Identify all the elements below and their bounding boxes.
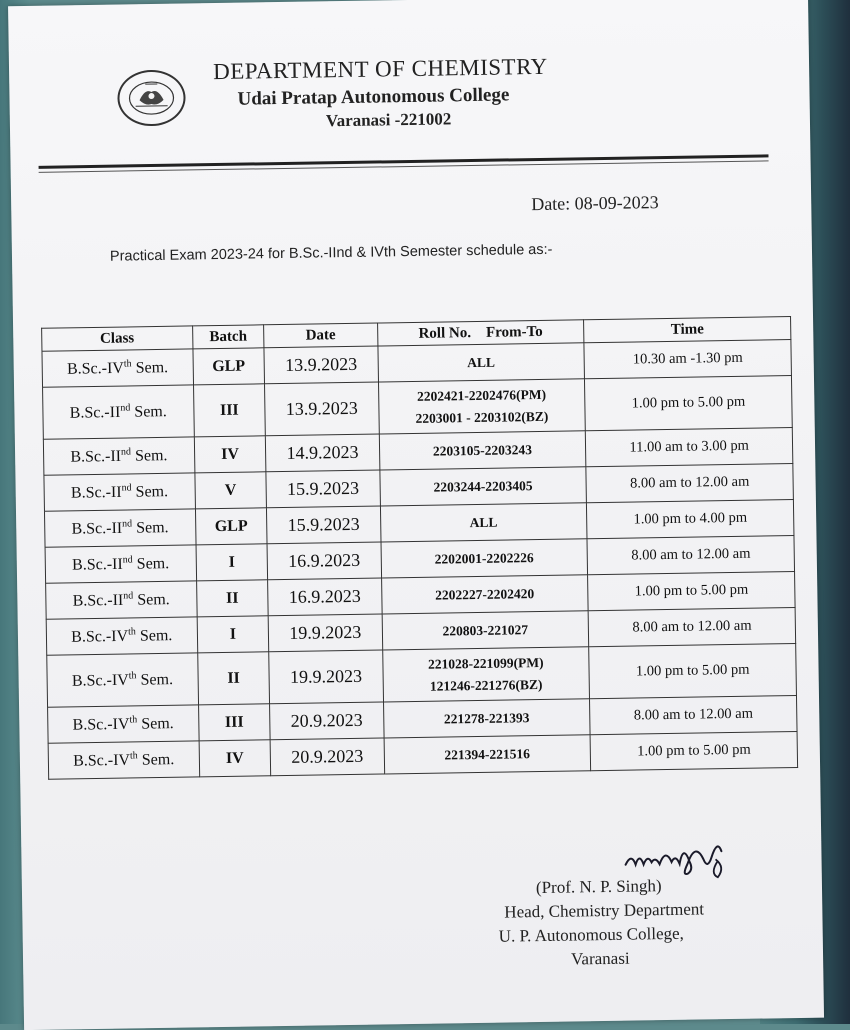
signatory-title: Head, Chemistry Department — [504, 899, 705, 922]
cell-date: 13.9.2023 — [265, 382, 379, 436]
cell-batch: GLP — [193, 348, 265, 385]
class-suffix: Sem. — [130, 402, 167, 421]
cell-date: 15.9.2023 — [267, 506, 381, 544]
roll-range: 221028-221099(PM) — [427, 654, 544, 672]
roll-range: 2202227-2202420 — [435, 585, 535, 603]
class-ordinal: th — [127, 626, 136, 638]
cell-roll — [384, 735, 591, 774]
cell-time: 1.00 pm to 5.00 pm — [590, 731, 797, 770]
roll-range: 2203244-2203405 — [433, 477, 533, 495]
cell-time: 8.00 am to 12.00 am — [587, 536, 794, 575]
cell-batch: GLP — [195, 508, 267, 545]
class-suffix: Sem. — [136, 670, 174, 689]
cell-time: 11.00 am to 3.00 pm — [586, 428, 793, 467]
cell-roll — [377, 343, 584, 382]
cell-time: 1.00 pm to 4.00 pm — [587, 500, 794, 539]
class-label: B.Sc.-IV — [71, 671, 129, 690]
college-address: Varanasi -221002 — [325, 109, 452, 131]
cell-batch: III — [198, 704, 270, 741]
cell-time: 1.00 pm to 5.00 pm — [588, 571, 795, 610]
cell-roll — [378, 379, 586, 434]
cell-batch: II — [197, 652, 269, 705]
roll-range: 221278-221393 — [443, 709, 530, 727]
cell-date: 19.9.2023 — [268, 614, 382, 652]
cell-time: 8.00 am to 12.00 am — [590, 695, 797, 734]
exam-schedule-table — [41, 316, 798, 780]
cell-date: 20.9.2023 — [270, 738, 384, 776]
class-ordinal: th — [129, 714, 138, 726]
department-heading: DEPARTMENT OF CHEMISTRY — [212, 53, 549, 85]
cell-class — [48, 741, 199, 779]
signatory-name: (Prof. N. P. Singh) — [535, 876, 662, 898]
cell-date: 15.9.2023 — [266, 470, 380, 508]
class-suffix: Sem. — [132, 554, 170, 573]
roll-range: 2202421-2202476(PM) — [416, 386, 547, 404]
roll-range: 220803-221027 — [442, 621, 529, 639]
cell-roll — [381, 539, 588, 578]
class-ordinal: nd — [123, 590, 134, 602]
class-suffix: Sem. — [137, 750, 175, 769]
cell-time: 1.00 pm to 5.00 pm — [589, 643, 797, 698]
college-seal-icon — [117, 70, 186, 127]
class-label: B.Sc.-II — [69, 403, 121, 422]
roll-range: ALL — [467, 354, 496, 370]
class-ordinal: th — [129, 750, 138, 762]
header-class: Class — [42, 326, 193, 351]
cell-roll — [379, 467, 586, 506]
cell-class — [43, 437, 194, 475]
cell-batch: II — [196, 580, 268, 617]
cell-batch: V — [195, 472, 267, 509]
class-suffix: Sem. — [131, 358, 169, 377]
cell-date: 14.9.2023 — [266, 434, 380, 472]
roll-range: ALL — [469, 514, 498, 530]
class-label: B.Sc.-II — [71, 555, 123, 574]
cell-batch: I — [197, 616, 269, 653]
cell-class — [47, 653, 198, 707]
roll-range: 221394-221516 — [444, 745, 531, 763]
cell-batch: I — [196, 544, 268, 581]
cell-class — [44, 509, 195, 547]
cell-roll — [381, 575, 588, 614]
class-suffix: Sem. — [133, 590, 170, 609]
class-ordinal: th — [123, 358, 132, 370]
class-suffix: Sem. — [132, 518, 169, 537]
roll-range: 2202001-2202226 — [434, 549, 534, 567]
roll-range: 2203105-2203243 — [432, 441, 533, 459]
cell-class — [46, 581, 197, 619]
cell-date: 16.9.2023 — [268, 578, 382, 616]
class-label: B.Sc.-II — [71, 519, 123, 538]
cell-batch: IV — [199, 740, 271, 777]
class-label: B.Sc.-IV — [72, 715, 130, 734]
roll-range: 121246-221276(BZ) — [429, 676, 543, 694]
college-name: Udai Pratap Autonomous College — [237, 84, 510, 110]
cell-time: 8.00 am to 12.00 am — [586, 464, 793, 503]
handwritten-signature — [621, 833, 732, 883]
cell-date: 20.9.2023 — [270, 702, 384, 740]
class-ordinal: nd — [120, 446, 132, 458]
class-label: B.Sc.-II — [70, 483, 122, 502]
class-label: B.Sc.-II — [72, 591, 124, 610]
header-roll: Roll No. From-To — [377, 320, 584, 346]
cell-class — [46, 617, 197, 655]
header-batch: Batch — [192, 325, 264, 349]
class-label: B.Sc.-IV — [73, 751, 131, 770]
cell-class — [48, 705, 199, 743]
signatory-city: Varanasi — [570, 948, 630, 969]
cell-time: 8.00 am to 12.00 am — [588, 607, 795, 646]
cell-time: 1.00 pm to 5.00 pm — [585, 376, 793, 431]
header-date: Date — [264, 323, 378, 348]
cell-date: 13.9.2023 — [264, 346, 378, 384]
cell-class — [42, 349, 193, 387]
cell-batch: III — [193, 384, 265, 437]
cell-roll — [382, 611, 589, 650]
class-suffix: Sem. — [130, 446, 168, 465]
cell-class — [44, 473, 195, 511]
document-page — [8, 0, 824, 1030]
class-ordinal: nd — [120, 402, 131, 414]
class-suffix: Sem. — [131, 482, 169, 501]
roll-range: 2203001 - 2203102(BZ) — [415, 408, 549, 426]
class-label: B.Sc.-IV — [71, 627, 129, 646]
cell-roll — [382, 647, 590, 702]
class-ordinal: th — [128, 670, 137, 682]
cell-date: 16.9.2023 — [267, 542, 381, 580]
cell-roll — [379, 431, 586, 470]
signatory-college: U. P. Autonomous College, — [498, 923, 684, 946]
cell-batch: IV — [194, 436, 266, 473]
cell-date: 19.9.2023 — [269, 650, 383, 704]
cell-class — [43, 385, 194, 439]
cell-roll — [380, 503, 587, 542]
class-suffix: Sem. — [135, 626, 173, 645]
cell-time: 10.30 am -1.30 pm — [584, 340, 791, 379]
notice-date: Date: 08-09-2023 — [531, 192, 659, 215]
class-label: B.Sc.-II — [70, 447, 122, 466]
cell-roll — [383, 699, 590, 738]
notice-intro: Practical Exam 2023-24 for B.Sc.-IInd & IVth Semester schedule as:- — [109, 241, 553, 265]
header-time: Time — [584, 317, 791, 343]
table-body — [42, 340, 798, 780]
class-ordinal: nd — [122, 554, 133, 566]
cell-class — [45, 545, 196, 583]
class-suffix: Sem. — [137, 714, 174, 733]
class-ordinal: nd — [122, 518, 133, 530]
class-ordinal: nd — [121, 482, 132, 494]
class-label: B.Sc.-IV — [66, 359, 125, 378]
